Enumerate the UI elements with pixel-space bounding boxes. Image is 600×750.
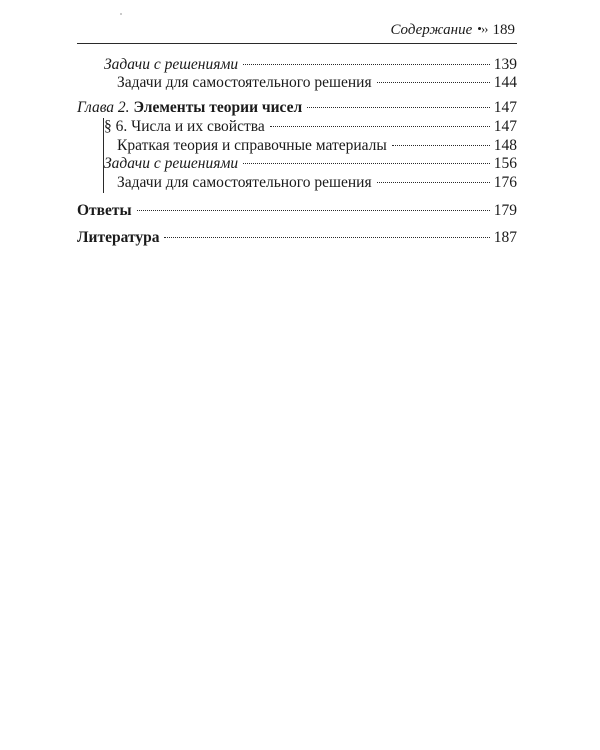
toc-entry-page: 144: [493, 74, 517, 91]
toc-entry-page: 147: [493, 118, 517, 135]
chapter-title: Элементы теории чисел: [133, 99, 303, 116]
toc-leader-dots: [307, 107, 490, 108]
toc-entry-label: Краткая теория и справочные материалы: [117, 137, 387, 154]
toc-leader-dots: [243, 163, 490, 164]
toc-leader-dots: [392, 145, 490, 146]
toc-entry[interactable]: [104, 56, 517, 74]
toc-entry-page: 187: [493, 229, 517, 246]
toc-entry-answers[interactable]: [77, 202, 517, 220]
toc-entry-label: Задачи для самостоятельного решения: [117, 174, 372, 191]
toc-entry[interactable]: [117, 174, 517, 192]
toc-entry-label: Задачи для самостоятельного решения: [117, 74, 372, 91]
toc-leader-dots: [137, 210, 490, 211]
toc-entry-page: 147: [493, 99, 517, 116]
toc-entry[interactable]: [117, 74, 517, 92]
toc-chapter-entry[interactable]: [77, 99, 517, 117]
header-title: Содержание: [390, 22, 473, 38]
toc-chapter-heading: [77, 99, 302, 117]
toc-entry-page: 148: [493, 137, 517, 154]
toc-leader-dots: [243, 64, 490, 65]
header-ornament: •››: [477, 21, 488, 36]
toc-leader-dots: [270, 126, 490, 127]
toc-entry-label: § 6. Числа и их свойства: [104, 118, 265, 135]
chapter-prefix: Глава 2.: [77, 99, 130, 116]
chapter-bracket-line: [103, 118, 104, 193]
toc-entry-label: Задачи с решениями: [104, 155, 239, 172]
toc-entry-page: 139: [493, 56, 517, 73]
toc-entry[interactable]: [104, 155, 517, 173]
header-right: [390, 22, 515, 39]
toc-entry-page: 179: [493, 202, 517, 219]
toc-entry-label: Задачи с решениями: [104, 56, 239, 73]
toc-entry-literature[interactable]: [77, 229, 517, 247]
toc-entry[interactable]: [104, 118, 517, 136]
toc-entry-page: 156: [493, 155, 517, 172]
toc-entry-page: 176: [493, 174, 517, 191]
toc-leader-dots: [377, 82, 490, 83]
toc-leader-dots: [164, 237, 489, 238]
toc-entry-label: Литература: [77, 229, 160, 246]
toc-entry[interactable]: [117, 137, 517, 155]
header-page-number: 189: [492, 22, 515, 38]
running-header: [77, 14, 517, 44]
toc-leader-dots: [377, 182, 490, 183]
toc-entry-label: Ответы: [77, 202, 132, 219]
